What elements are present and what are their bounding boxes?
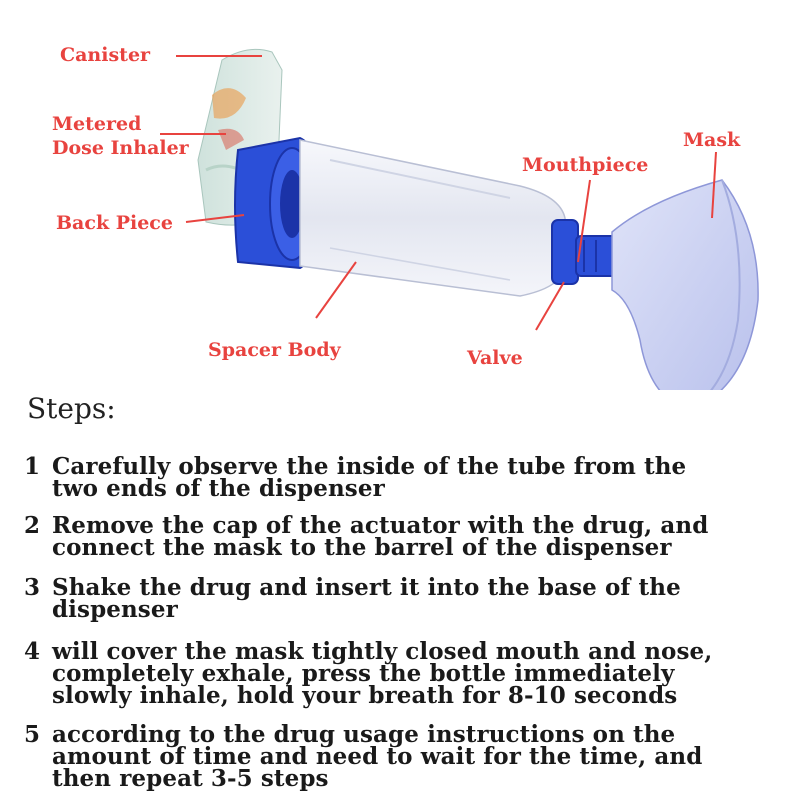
step-text: will cover the mask tightly closed mouth and nose, completely exhale, press the bottle immediately slowly inhale, hold your breath for 8-10 seconds xyxy=(52,638,713,709)
step-text: according to the drug usage instructions on the amount of time and need to wait for the time, and then repeat 3-5 steps xyxy=(52,721,703,792)
label-valve: Valve xyxy=(467,347,523,369)
step-number: 2 xyxy=(24,512,41,539)
step-2 xyxy=(24,512,800,561)
step-text: Shake the drug and insert it into the base of the dispenser xyxy=(52,574,681,623)
mouthpiece-graphic xyxy=(552,220,616,284)
step-text: Remove the cap of the actuator with the drug, and connect the mask to the barrel of the dispenser xyxy=(52,512,709,561)
step-number: 5 xyxy=(24,721,41,748)
label-canister: Canister xyxy=(60,44,151,66)
mask-graphic xyxy=(612,180,758,390)
step-number: 3 xyxy=(24,574,41,601)
step-4 xyxy=(24,638,800,709)
steps-title: Steps: xyxy=(27,392,116,425)
step-text: Carefully observe the inside of the tube from the two ends of the dispenser xyxy=(52,453,687,502)
label-mdi-line1: Metered xyxy=(52,113,142,135)
step-number: 1 xyxy=(24,453,41,480)
step-5 xyxy=(24,721,800,792)
label-spacer-body: Spacer Body xyxy=(208,339,341,361)
step-number: 4 xyxy=(24,638,41,665)
step-3 xyxy=(24,574,800,623)
step-1 xyxy=(24,453,800,502)
label-mask: Mask xyxy=(683,129,741,151)
label-mouthpiece: Mouthpiece xyxy=(522,154,649,176)
label-mdi-line2: Dose Inhaler xyxy=(52,137,189,159)
label-back-piece: Back Piece xyxy=(56,212,173,234)
